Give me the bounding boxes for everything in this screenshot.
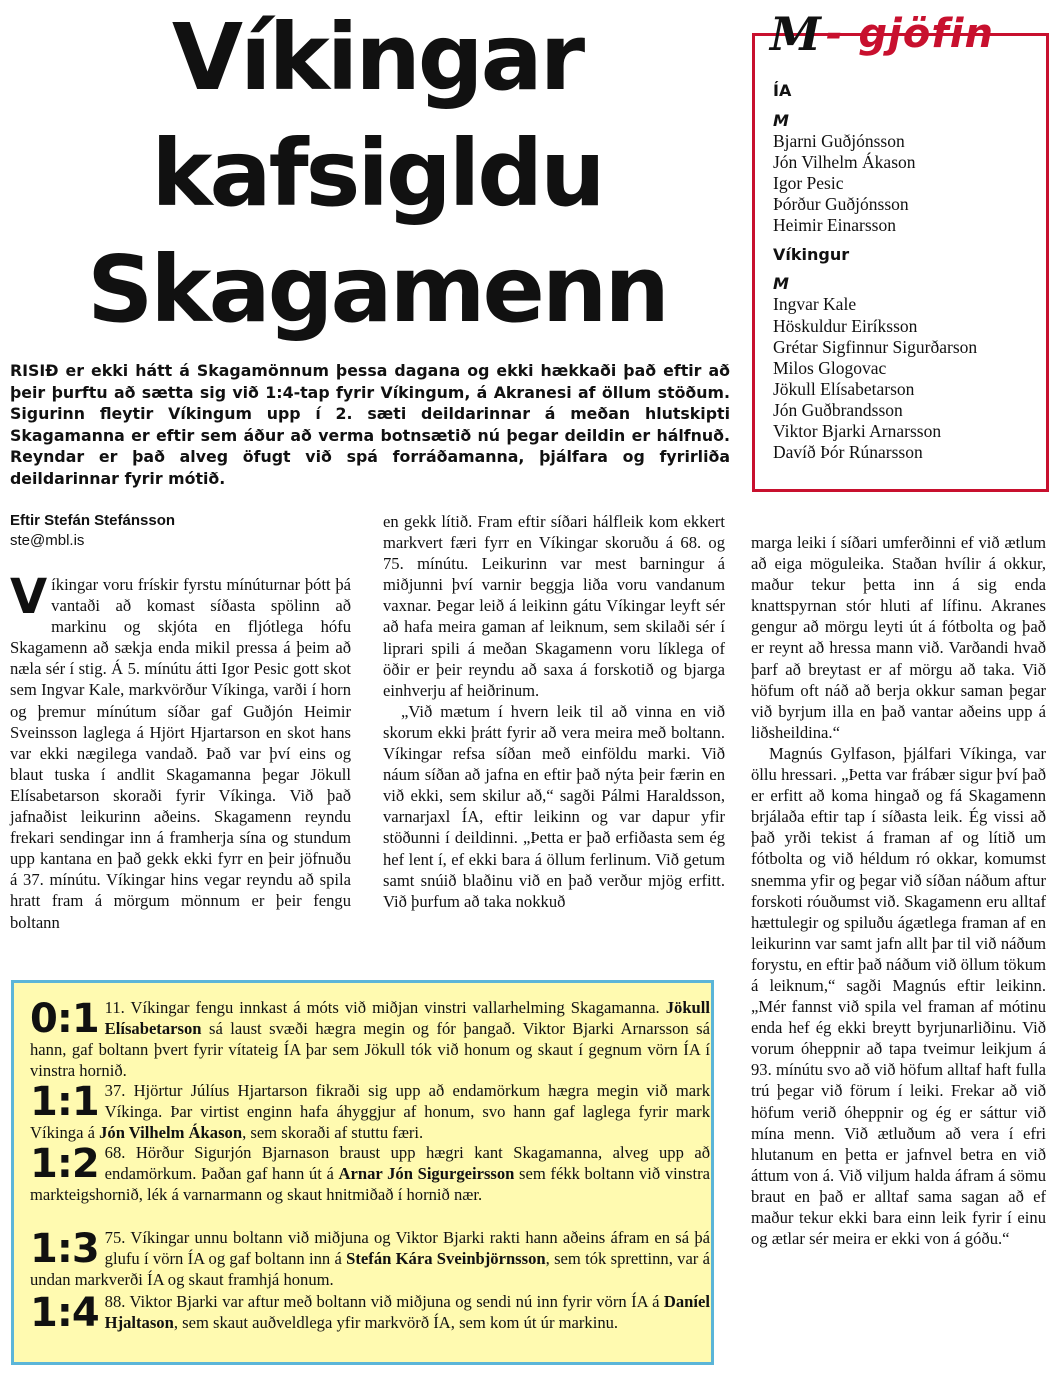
goal-scorer: Daníel Hjaltason: [104, 1292, 710, 1333]
goal-entry: [30, 1227, 710, 1290]
m-grade-label: M: [773, 274, 789, 294]
headline-line-3: Skagamenn: [87, 236, 667, 343]
goal-score: 0:1: [30, 996, 99, 1042]
goal-score: 1:4: [30, 1290, 99, 1336]
headline-line-1: Víkingar: [171, 4, 583, 111]
article-column-2: [383, 511, 725, 912]
goal-scorer: Stefán Kára Sveinbjörnsson: [346, 1249, 546, 1269]
goal-entry: [30, 1142, 710, 1205]
player-name: Jón Guðbrandsson: [773, 399, 903, 420]
goal-entry: [30, 1290, 710, 1336]
goal-text: 88. Viktor Bjarki var aftur með boltann við miðjuna og sendi nú inn fyrir vörn ÍA á: [104, 1292, 664, 1311]
player-name: Igor Pesic: [773, 173, 844, 194]
headline-line-2: kafsigldu: [151, 120, 603, 227]
byline-email: ste@mbl.is: [10, 532, 85, 549]
player-name: Viktor Bjarki Arnarsson: [773, 421, 942, 442]
team-name-vikingur: Víkingur: [773, 245, 850, 265]
player-name: Höskuldur Eiríksson: [773, 315, 918, 336]
m-gjofin-list: [773, 80, 1038, 463]
player-name: Bjarni Guðjónsson: [773, 131, 905, 151]
goal-score: 1:2: [30, 1141, 99, 1187]
m-gjofin-logo: [770, 6, 1040, 62]
player-name: Grétar Sigfinnur Sigurðarson: [773, 336, 978, 357]
m-logo-title: - gjöfin: [826, 11, 994, 57]
article-column-1: [10, 569, 351, 933]
goal-text: , sem skaut auðveldlega yfir markvörð ÍA, sem kom út úr markinu.: [173, 1313, 619, 1333]
article-text: íkingar voru frískir fyrstu mínúturnar þótt þá vantaði að komast síðasta spölinn að markinu og skjóta en fljótlega hófu Skagamenn að sækja enda mikil pressa á þeim að næla sér í stig. Á 5. mínútu átti Igor Pesic gott skot sem Ingvar Kale, markvörður Víkinga, varði í horn og þremur mínútum síðar gaf Guðjón Heimir Sveinsson laglega á Hjört Hjartarson en skot hans var ekki nægilega vandað. Það var því eins og blaut tuska í andlit Skagamanna þegar Jökull Elísabetarson skoraði fyrir Víkinga. Við það jafnaðist leikurinn aðeins. Skagamenn reyndu frekari sendingar inn á framherja sína og stundum upp kantana en það gekk ekki fyrr en þeir jöfnuðu á 37. mínútu. Víkingar hins vegar reyndu að spila hratt fram á mörgum mönnum er þeir fengu boltann: [10, 575, 351, 932]
goal-entry: [30, 1080, 710, 1143]
player-name: Milos Glogovac: [773, 357, 887, 378]
team-name-ia: ÍA: [773, 81, 792, 100]
player-name: Þórður Guðjónsson: [773, 194, 909, 215]
player-name: Ingvar Kale: [773, 294, 857, 315]
article-paragraph: marga leiki í síðari umferðinni ef við ætlum að eiga möguleika. Staðan hvílir á okkur, maður tekur þetta inn á sig enda knattspyrnan stór hluti af lífinu. Akranes gengur að mörgu leyti út á fótbolta og það er reynt að hressa mann við. Varðandi hvað þarf að breytast er af mörgu að taka. Við höfum oft náð að berja okkur saman þegar við byrjum illa en það vantar aðeins upp á liðsheildina.“: [751, 533, 1046, 742]
byline-author: Eftir Stefán Stefánsson: [10, 512, 176, 529]
byline: [10, 511, 175, 551]
goal-text: 11. Víkingar fengu innkast á móts við miðjan vinstri vallarhelming Skagamanna.: [104, 998, 666, 1017]
goal-text: 75. Víkingar unnu boltann við miðjuna og Viktor Bjarki rakti hann aðeins áfram en sá þá glufu í vörn ÍA og gaf boltann inn á: [104, 1228, 710, 1269]
goal-scorer: Arnar Jón Sigurgeirsson: [338, 1164, 515, 1184]
goal-text: 37. Hjörtur Júlíus Hjartarson fikraði sig upp að endamörkum hægra megin við mark Víkinga. Þar virtist enginn hafa áhyggjur af honum, svo hann gaf laglega fyrir mark Víkinga á: [30, 1081, 710, 1143]
goals-box: [11, 980, 714, 1365]
goal-entry: [30, 997, 710, 1081]
player-name: Jökull Elísabetarson: [773, 378, 915, 399]
article-paragraph: [10, 569, 351, 933]
goal-text: sá laust svæði hægra megin og fór þangað. Viktor Bjarki Arnarsson sá hann, gaf boltann þvert fyrir vítateig ÍA þar sem Jökull tók við honum og skaut í gegnum vörn ÍA í vinstra hornið.: [30, 1019, 710, 1081]
article-paragraph: Magnús Gylfason, þjálfari Víkinga, var öllu hressari. „Þetta var frábær sigur því það er erfitt að koma hingað og fá Skagamenn brjálaða eftir tap í síðasta leik. Ég vissi að það yrði tekist á framan af og lítið um fótbolta og við héldum ró okkar, komumst snemma yfir og þegar við síðan náðum aftur forskoti róuðumst við. Skagamenn eru alltaf hættulegir og spiluðu ágætlega framan af en leikurinn var samt jafn allt þar til við náðum forystu, en eftir það náðum við öllum tökum á leiknum,“ sagði Magnús eftir leikinn. „Mér fannst við spila vel framan af mótinu enda hef ég ekki breytt byrjunarliðinu. Við vorum óheppnir að tapa tveimur leikjum á 93. mínútu svo að við höfum alltaf haft fulla trú þegar við förum í leiki. Frekar að við höfum verið óheppnir og ég er sáttur við mína menn. Við ætluðum að vera í efri hlutanum en þetta er jafnvel betra en við áttum von á. Við viljum halda áfram á sömu braut en það er alltaf sama sagan að ef maður tekur ekki bara einn leik fyrir í einu og ætlar sér meira er ekki von á góðu.“: [751, 743, 1046, 1249]
goal-score: 1:1: [30, 1079, 99, 1125]
m-grade-label: M: [773, 111, 789, 130]
goal-score: 1:3: [30, 1226, 99, 1272]
article-paragraph: „Við mætum í hvern leik til að vinna en við skorum ekki þrátt fyrir að vera meira með boltann. Víkingar refsa síðan með einföldu marki. Við náum síðan að jafna en eftir það nýta þeir færin en við ekki, sem skilur að,“ sagði Pálmi Haraldsson, varnarjaxl ÍA, eftir leikinn og var dapur yfir stöðunni í deildinni. „Þetta er það erfiðasta sem ég hef lent í, ef ekki bara á öllum ferlinum. Við getum samt snúið blaðinu við en það verður mjög erfitt. Við þurfum að taka nokkuð: [383, 701, 725, 911]
goal-text: , sem skoraði af stuttu færi.: [242, 1123, 424, 1143]
headline: [12, 0, 742, 348]
goal-text: sem fékk boltann við vinstra markteigshornið, lék á varnarmann og skaut hnitmiðað í hornið nær.: [30, 1164, 710, 1205]
player-name: Davíð Þór Rúnarsson: [773, 442, 923, 463]
goal-text: 68. Hörður Sigurjón Bjarnason braust upp hægri kant Skagamanna, alveg upp að endamörkum. Þaðan gaf hann út á: [104, 1143, 710, 1184]
m-logo-letter: M: [770, 7, 821, 61]
player-name: Heimir Einarsson: [773, 215, 896, 236]
goal-text: , sem tók sprettinn, var á undan markverði ÍA og skaut framhjá honum.: [30, 1249, 711, 1290]
player-name: Jón Vilhelm Ákason: [773, 152, 916, 173]
goal-scorer: Jökull Elísabetarson: [104, 998, 710, 1039]
drop-cap: V: [10, 569, 48, 625]
goal-scorer: Jón Vilhelm Ákason: [99, 1123, 243, 1143]
lede-paragraph: RISIÐ er ekki hátt á Skagamönnum þessa dagana og ekki hækkaði það eftir að þeir þurftu að sætta sig við 1:4-tap fyrir Víkingum, á Akranesi af öllum stöðum. Sigurinn fleytir Víkingum upp í 2. sæti deildarinnar á meðan hlutskipti Skagamanna er eftir sem áður að verma botnsætið nú þegar deildin er hálfnuð. Reyndar er það alveg öfugt við spá forráðamanna, þjálfara og fyrirliða deildarinnar fyrir mótið.: [10, 361, 730, 488]
article-paragraph: en gekk lítið. Fram eftir síðari hálfleik kom ekkert markvert færi fyrr en Víkingar skoruðu á 68. og 75. mínútu. Leikurinn var mest barningur á miðjunni því varnir beggja liða voru vandanum vaxnar. Þegar leið á leikinn gátu Víkingar leyft sér að hafa meira gaman af leiknum, sem skilaði sér í liprari spili á meðan Skagamenn voru líklega of öðir er þeir reyndu að saxa á forskotið og bjarga einhverju af heiðrinum.: [383, 512, 725, 700]
article-column-3: [751, 532, 1046, 1249]
